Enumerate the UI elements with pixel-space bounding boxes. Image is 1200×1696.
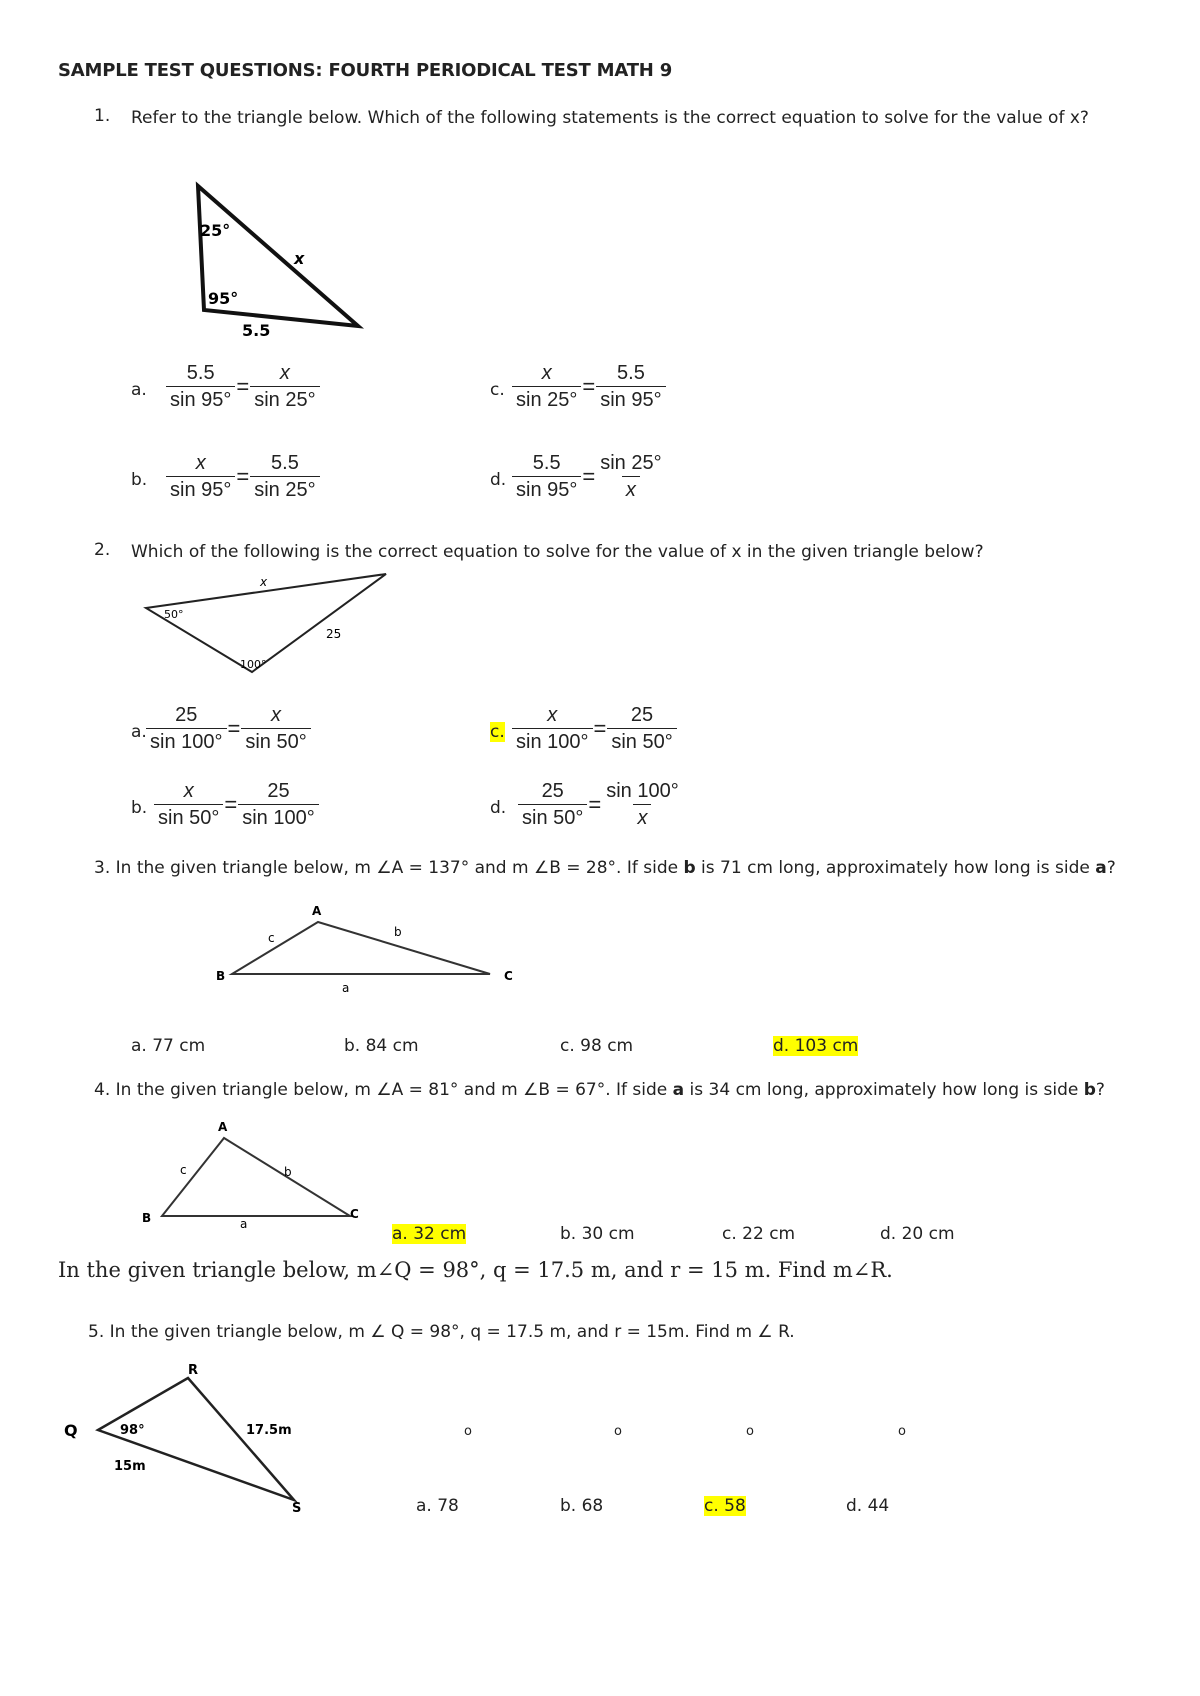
q2-number: 2.: [94, 540, 111, 560]
q2-side-x: x: [260, 575, 268, 589]
q2-option-c-equation[interactable]: $\frac{x}{\sin 100^\circ}$ = $\frac{25}{\sin 50^\circ}$: [512, 702, 677, 755]
q2-option-a-label: a.: [131, 722, 147, 742]
q5-degree-mark-a: o: [464, 1424, 472, 1439]
q5-degree-mark-d: o: [898, 1424, 906, 1439]
q2-option-a-equation[interactable]: $\frac{25}{\sin 100^\circ}$ = $\frac{x}{\sin 50^\circ}$: [146, 702, 311, 755]
q5-vertex-r: R: [188, 1363, 199, 1378]
q3-side-b: b: [394, 925, 402, 939]
q4-vertex-c: C: [350, 1207, 359, 1221]
q4-text: 4. In the given triangle below, m ∠A = 81° and m ∠B = 67°. If side a is 34 cm long, approximately how long is side b?: [94, 1080, 1105, 1100]
q4-side-b: b: [284, 1165, 292, 1179]
page-title: SAMPLE TEST QUESTIONS: FOURTH PERIODICAL TEST MATH 9: [58, 60, 673, 81]
q2-angle-left: 50°: [164, 608, 184, 621]
q5-degree-mark-b: o: [614, 1424, 622, 1439]
q4-side-c: c: [180, 1163, 187, 1177]
q2-angle-bottom: 100°: [240, 658, 267, 671]
q1-angle-top: 25°: [200, 221, 231, 240]
q2-option-d-equation[interactable]: $\frac{25}{\sin 50^\circ}$ = $\frac{\sin 100^\circ}{x}$: [518, 778, 683, 831]
q1-option-c-label: c.: [490, 380, 505, 400]
q1-option-d-equation[interactable]: $\frac{5.5}{\sin 95^\circ}$ = $\frac{\sin 25^\circ}{x}$: [512, 450, 666, 503]
q1-number: 1.: [94, 106, 111, 126]
q3-side-c: c: [268, 931, 275, 945]
q5-angle-q: 98°: [120, 1423, 145, 1438]
q3-answer-a[interactable]: a. 77 cm: [131, 1036, 206, 1056]
q5-vertex-q: Q: [64, 1421, 78, 1440]
q3-answer-d[interactable]: d. 103 cm: [773, 1036, 859, 1056]
q4-triangle-shape: [162, 1138, 350, 1216]
q4-answer-c[interactable]: c. 22 cm: [722, 1224, 796, 1244]
q5-degree-mark-c: o: [746, 1424, 754, 1439]
q5-side-qs: 15m: [114, 1459, 146, 1474]
q2-option-d-label: d.: [490, 798, 507, 818]
q3-vertex-b: B: [216, 969, 226, 983]
q4-vertex-a: A: [218, 1120, 228, 1134]
q1-option-d-label: d.: [490, 470, 507, 490]
q2-option-c-label: c.: [490, 722, 505, 742]
q1-option-b-label: b.: [131, 470, 148, 490]
q5-answer-b[interactable]: b. 68: [560, 1496, 604, 1516]
q4-vertex-b: B: [142, 1211, 152, 1225]
q1-side-base: 5.5: [242, 321, 271, 340]
q3-text: 3. In the given triangle below, m ∠A = 137° and m ∠B = 28°. If side b is 71 cm long, approximately how long is side a?: [94, 858, 1116, 878]
q3-vertex-c: C: [504, 969, 513, 983]
q3-triangle-shape: [232, 922, 490, 974]
q1-triangle-figure: [180, 180, 370, 340]
q5-vertex-s: S: [292, 1501, 302, 1512]
q1-option-c-equation[interactable]: $\frac{x}{\sin 25^\circ}$ = $\frac{5.5}{\sin 95^\circ}$: [512, 360, 666, 413]
q4-answer-b[interactable]: b. 30 cm: [560, 1224, 635, 1244]
q4-side-a: a: [240, 1217, 248, 1228]
q1-option-a-equation[interactable]: $\frac{5.5}{\sin 95^\circ}$ = $\frac{x}{\sin 25^\circ}$: [166, 360, 320, 413]
q4-triangle-figure: [140, 1118, 380, 1228]
q3-side-a: a: [342, 981, 350, 995]
q2-option-b-equation[interactable]: $\frac{x}{\sin 50^\circ}$ = $\frac{25}{\sin 100^\circ}$: [154, 778, 319, 831]
q2-side-25: 25: [326, 627, 342, 641]
q1-option-b-equation[interactable]: $\frac{x}{\sin 95^\circ}$ = $\frac{5.5}{\sin 25^\circ}$: [166, 450, 320, 503]
q1-text: Refer to the triangle below. Which of the following statements is the correct equation to solve for the value of x?: [131, 108, 1089, 128]
q5-answer-c[interactable]: c. 58: [704, 1496, 746, 1516]
q3-triangle-figure: [210, 900, 530, 1000]
q2-text: Which of the following is the correct equation to solve for the value of x in the given triangle below?: [131, 542, 984, 562]
q2-option-b-label: b.: [131, 798, 148, 818]
q5-triangle-figure: [62, 1362, 332, 1512]
q5-answer-d[interactable]: d. 44: [846, 1496, 890, 1516]
q5-answer-a[interactable]: a. 78: [416, 1496, 459, 1516]
q3-answer-b[interactable]: b. 84 cm: [344, 1036, 419, 1056]
q3-answer-c[interactable]: c. 98 cm: [560, 1036, 634, 1056]
q2-triangle-figure: [140, 568, 400, 680]
q5-serif-heading: In the given triangle below, m∠Q = 98°, q = 17.5 m, and r = 15 m. Find m∠R.: [58, 1258, 893, 1282]
q4-answer-a[interactable]: a. 32 cm: [392, 1224, 467, 1244]
q1-side-x: x: [294, 249, 305, 268]
q5-triangle-shape: [98, 1378, 294, 1500]
q1-option-a-label: a.: [131, 380, 147, 400]
q3-vertex-a: A: [312, 904, 322, 918]
q1-angle-bottom: 95°: [208, 289, 239, 308]
q5-side-rs: 17.5m: [246, 1423, 292, 1438]
q4-answer-d[interactable]: d. 20 cm: [880, 1224, 955, 1244]
q5-text: 5. In the given triangle below, m ∠ Q = 98°, q = 17.5 m, and r = 15m. Find m ∠ R.: [88, 1322, 795, 1342]
